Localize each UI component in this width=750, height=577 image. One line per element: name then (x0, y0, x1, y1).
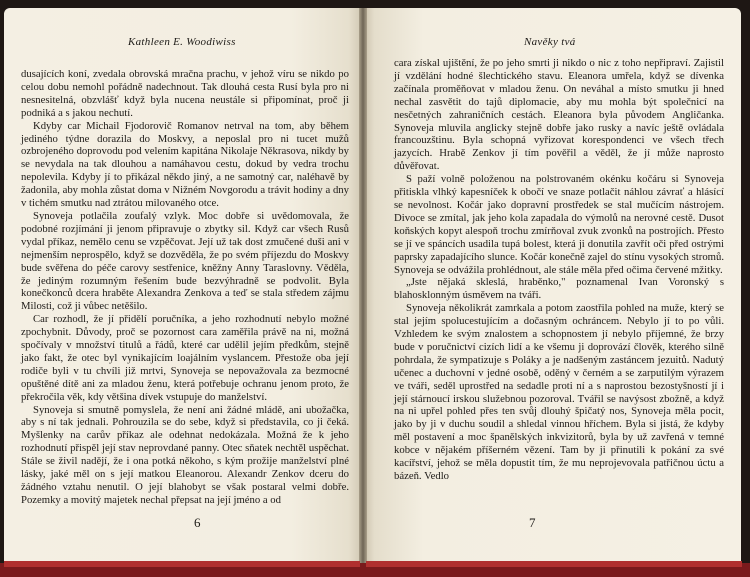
paragraph: Synoveja několikrát zamrkala a potom zaostřila pohled na muže, který se stal jejím spolucestujícím a dočasným ochráncem. Nebylo jí to po vůli. Vzhledem ke svým znalostem a schopnostem jí nebylo příjemné, že brzy bude v poručnictví cizích lidí a ke všemu ji doprovází člověk, kterého silně pohrdala, že sympatizuje s Poláky a je nadšeným zastáncem jezuitů. Nadutý učenec a duchovní v jedné osobě, oděný v černém a se zarputilým výrazem ve tváři, seděl uprostřed na sedadle proti ní a s naprostou bezostyšností jí i její stárnoucí irskou služebnou pozoroval. Tvářil se navýsost zbožně, a když na ni upřel pohled přes ten svůj dlouhý špičatý nos, Synoveja měla pocit, jako by ji v duchu soudil a shledal vinnou hříchem. Byla si jistá, že kdyby měl postavení a moc španělských inkvizitorů, byla by už zavřená v temné kobce v nějakém příšerném vězení. Tam by ji přinutili k pokání za své kacířství, jehož se měla dopustit tím, že mu neprojevovala patřičnou úctu a bázeň. Vedlo (394, 302, 724, 482)
paragraph: Synoveja si smutně pomyslela, že není ani žádné mládě, ani ubožačka, aby s ní tak jednali. Pohrouzila se do sebe, když si představila, co ji čeká. Myšlenky na carův příkaz ale odehnat nedokázala. Možná že k jeho rozhodnutí přispěl její stav neprovdané panny. Otec sňatek nechtěl uspěchat. Stále se živil nadějí, že i ona potká někoho, s kým prožije manželství plné lásky, jaké měl on s její matkou Eleanorou. Alexandr Zenkov dceru do žádného vztahu nenutil. O její blahobyt se však postaral velmi dobře. Pozemky a movitý majetek nechal přepsat na její jméno a od (21, 403, 349, 506)
cover-edge-left (4, 561, 360, 567)
paragraph: „Jste nějaká skleslá, hraběnko," poznamenal Ivan Voronský s blahosklonným úsměvem na tváři. (394, 276, 724, 302)
left-page-text (21, 68, 349, 507)
book-gutter (359, 8, 367, 565)
page-number: 7 (529, 515, 536, 530)
running-head-author: Kathleen E. Woodiwiss (128, 36, 236, 48)
paragraph: cara získal ujištění, že po jeho smrti ji nikdo o nic z toho nepřipraví. Zajistil jí vzdělání hodné šlechtického stavu. Eleanora umřela, když se dívenka začínala proměňovat v mladou ženu. On neváhal a místo smutku ji hned nechal zasvětit do tajů diplomacie, aby mu mohla být společnicí na nesčetných zahraničních cestách. Eleanora byla původem Angličanka. Synoveja mluvila anglicky stejně dobře jako rusky a navíc ještě ovládala francouzštinu. Byla schopná vyřizovat korespondenci ve všech třech jazycích. Hrabě Zenkov jí tím pověřil a věděl, že jí může naprosto důvěřovat. (394, 57, 724, 173)
paragraph: dusajících koní, zvedala obrovská mračna prachu, v jehož víru se nikdo po celou dobu nemohl pořádně nadechnout. Tak dlouhá cesta Rusí byla pro ni nesnesitelná, obzvlášť když byla nucena neustále si připomínat, proč ji podniká a s jakou nechutí. (21, 68, 349, 119)
left-page (4, 8, 363, 565)
paragraph: S paží volně položenou na polstrovaném okénku kočáru si Synoveja přitiskla vlhký kapesníček k obočí ve snaze potlačit náhlou závrať a hlásící se nevolnost. Kočár jako dopravní prostředek se stal mučícím nástrojem. Divoce se zmítal, jak jeho kola zapadala do výmolů na nerovné cestě. Dusot koňských kopyt alespoň trochu zmírňoval zvuk zvonků na postrojích. Přesto se jí ve spáncích usadila tupá bolest, která ji donutila zavřít oči před ostrými paprsky zapadajícího slunce. Kočár konečně zajel do stínu vysokých stromů. Synoveja se odvážila prohlédnout, ale stále měla před očima červené mžitky. (394, 173, 724, 276)
paragraph: Synoveja potlačila zoufalý vzlyk. Moc dobře si uvědomovala, že podobné rozjímání ji jenom připravuje o zbytky sil. Když car všech Rusů vydal příkaz, nemělo cenu se vzpěčovat. Její už tak dost zmučené duši ani v nejmenším neprospělo, když se dozvěděla, že po svém příjezdu do Moskvy bude svěřena do péče carovy sestřenice, kněžny Anny Taraslovny. Věděla, že jediným rozumným řešením bude bezvýhradně se podvolit. Byla konečkonců dcera hraběte Alexandra Zenkova a teď se stala středem zájmu Milosti, což ji vůbec netěšilo. (21, 209, 349, 313)
right-page (363, 8, 741, 565)
paragraph: Kdyby car Michail Fjodorovič Romanov netrval na tom, aby během jediného týdne dorazila do Moskvy, a neposlal pro ni tucet mužů ozbrojeného doprovodu pod velením kapitána Nikolaje Někrasova, nikdy by se nevydala na tak dlouhou a namáhavou cestu, dokud by vedra trochu nepolevila. Kdyby jí to přikázal někdo jiný, a ne samotný car, naléhavě by žadonila, aby mohla zůstat doma v Nižném Novgorodu a trávit hodiny a dny v tichém smutku nad ztrátou milovaného otce. (21, 119, 349, 210)
running-head-title: Navěky tvá (524, 36, 576, 48)
cover-edge-right (366, 561, 742, 567)
paragraph: Car rozhodl, že jí přidělí poručníka, a jeho rozhodnutí nebylo možné zpochybnit. Důvody, proč se pozornost cara zaměřila právě na ni, možná spočívaly v množství titulů a řádů, které car udělil jejím předkům, stejně jako fakt, že otec byl vynikajícím loajálním vyslancem. Přestože oba její rodiče byli v tu chvíli již mrtvi, Synoveja se nepovažovala za bezmocné opuštěné dítě ani za mladou ženu, která potřebuje ochranu jenom proto, že překročila věk, kdy většina dívek vstupuje do manželství. (21, 313, 349, 403)
right-page-text (394, 57, 724, 483)
page-number: 6 (194, 515, 201, 530)
